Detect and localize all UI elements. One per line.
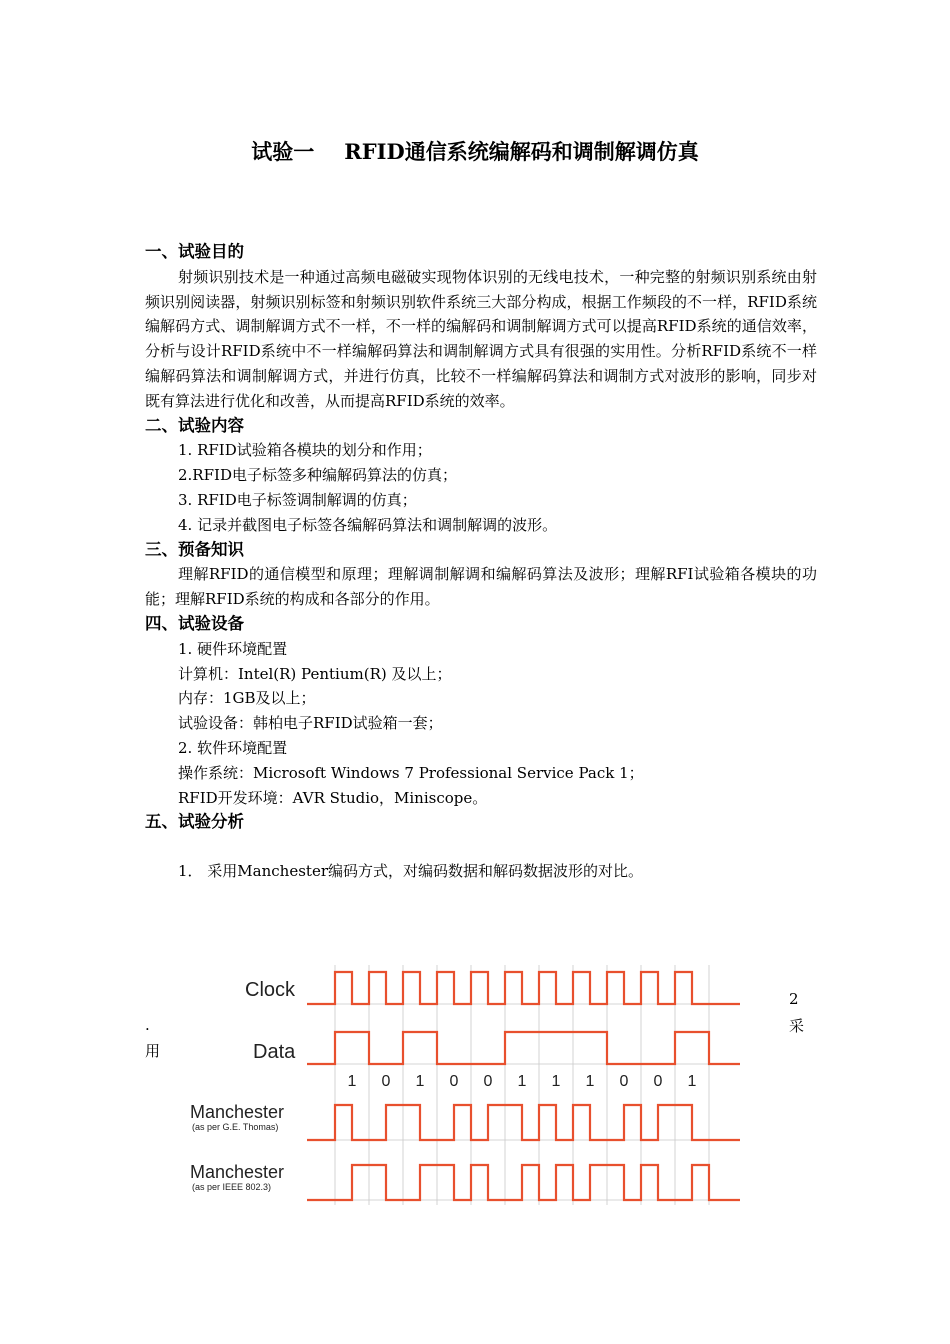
- data-label: Data: [253, 1041, 296, 1063]
- section-heading-purpose: 一、试验目的: [145, 242, 244, 261]
- bit-label: 1: [687, 1073, 697, 1090]
- content-item: 2.RFID电子标签多种编解码算法的仿真；: [178, 466, 457, 485]
- section-heading-analysis: 五、试验分析: [145, 812, 244, 832]
- data-waveform: [307, 1032, 740, 1064]
- section-heading-content: 二、试验内容: [145, 415, 244, 435]
- bit-label: 0: [483, 1073, 493, 1090]
- bit-label: 1: [551, 1073, 561, 1090]
- bit-label: 0: [381, 1073, 391, 1090]
- clock-label: Clock: [245, 979, 296, 1001]
- manchester-ieee-label: Manchester: [190, 1162, 285, 1182]
- equipment-line: 内存：1GB及以上；: [178, 689, 316, 708]
- page-title: [0, 136, 950, 166]
- section-heading-equipment: 四、试验设备: [145, 613, 244, 633]
- bit-label: 0: [619, 1073, 629, 1090]
- clock-waveform: [307, 972, 740, 1004]
- equipment-line: RFID开发环境：AVR Studio，Miniscope。: [178, 788, 488, 807]
- side-text-number: 2: [789, 990, 799, 1008]
- analysis-item: 1． 采用Manchester编码方式，对编码数据和解码数据波形的对比。: [178, 862, 643, 881]
- bit-label: 0: [653, 1073, 663, 1090]
- prerequisites-paragraph: 理解RFID的通信模型和原理；理解调制解调和编解码算法及波形；理解RFI试验箱各模块的功能；理解RFID系统的构成和各部分的作用。: [145, 565, 817, 609]
- side-text-cai: 采: [789, 1017, 805, 1035]
- content-item: 3. RFID电子标签调制解调的仿真；: [178, 490, 417, 509]
- content-item: 1. RFID试验箱各模块的划分和作用；: [178, 441, 432, 460]
- equipment-line: 操作系统：Microsoft Windows 7 Professional Service Pack 1；: [178, 763, 644, 782]
- manchester-ieee-sublabel: (as per IEEE 802.3): [192, 1182, 272, 1192]
- manchester-thomas-label: Manchester: [190, 1102, 285, 1122]
- section-heading-prerequisites: 三、预备知识: [145, 539, 244, 559]
- title-experiment-number: 试验一: [251, 139, 315, 164]
- equipment-line: 1. 硬件环境配置: [178, 639, 288, 658]
- equipment-line: 2. 软件环境配置: [178, 738, 288, 757]
- bit-label: 1: [517, 1073, 527, 1090]
- content-item: 4. 记录并截图电子标签各编解码算法和调制解调的波形。: [178, 515, 558, 534]
- side-text-yong: 用: [145, 1042, 161, 1060]
- equipment-line: 试验设备：韩柏电子RFID试验箱一套；: [178, 714, 443, 733]
- purpose-paragraph: 射频识别技术是一种通过高频电磁破实现物体识别的无线电技术，一种完整的射频识别系统由射频识别阅读器，射频识别标签和射频识别软件系统三大部分构成，根据工作频段的不一样，RFID系统编解码方式、调制解调方式不一样，不一样的编解码和调制解调方式可以提高RFID系统的通信效率，分析与设计RFID系统中不一样编解码算法和调制解调方式具有很强的实用性。分析RFID系统不一样编解码算法和调制解调方式，并进行仿真，比较不一样编解码算法和调制方式对波形的影响，同步对既有算法进行优化和改善，从而提高RFID系统的效率。: [145, 267, 817, 410]
- bit-label: 1: [415, 1073, 425, 1090]
- document-body: [145, 240, 817, 884]
- bit-label: 1: [585, 1073, 595, 1090]
- manchester-thomas-sublabel: (as per G.E. Thomas): [192, 1122, 279, 1132]
- bit-label: 0: [449, 1073, 459, 1090]
- bit-values: [348, 1073, 697, 1090]
- title-experiment-name: RFID通信系统编解码和调制解调仿真: [344, 139, 699, 164]
- bit-label: 1: [347, 1073, 357, 1090]
- side-text-dot: .: [145, 1016, 150, 1034]
- equipment-line: 计算机：Intel(R) Pentium(R) 及以上；: [178, 664, 452, 683]
- manchester-waveform-figure: [185, 960, 755, 1210]
